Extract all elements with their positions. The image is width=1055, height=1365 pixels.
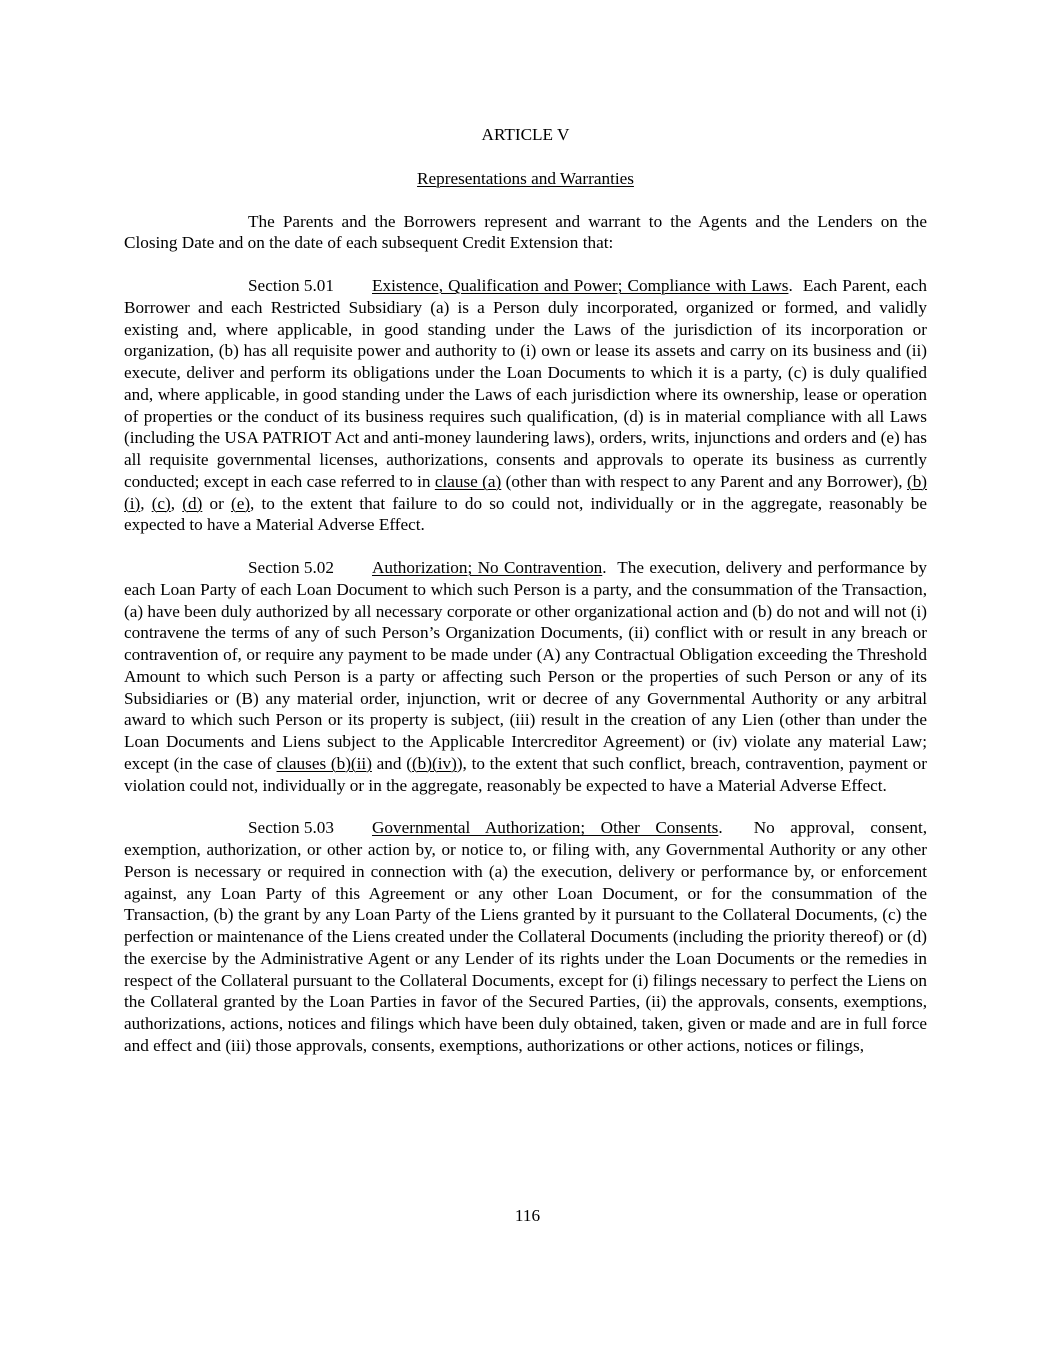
article-title-text: Representations and Warranties [417, 168, 634, 188]
section-number: Section 5.01 [248, 276, 334, 295]
section-body: Each Parent, each Borrower and each Restricted Subsidiary (a) is a Person duly incorporated, organized or formed, and validly existing and, where applicable, in good standing under the Laws of the jurisdiction of its incorporation or organization, (b) has all requisite power and authority to (i) own or lease its assets and carry on its business and (ii) execute, deliver and perform its obligations under the Loan Documents to which it is a party, (c) is duly qualified and, where applicable, in good standing under the Laws of each jurisdiction where its ownership, lease or operation of properties or the conduct of its business requires such qualification, (d) is in material compliance with all Laws (including the USA PATRIOT Act and anti-money laundering laws), orders, writs, injunctions and orders and (e) has all requisite governmental licenses, authorizations, consents and approvals to operate its business as currently conducted; except in each case referred to in [124, 276, 927, 491]
section-body: , to the extent that failure to do so could not, individually or in the aggregate, reasonably be expected to have a Material Adverse Effect. [124, 493, 928, 535]
article-number: ARTICLE V [481, 125, 570, 144]
clause-reference: (d) [182, 493, 203, 513]
intro-text: The Parents and the Borrowers represent and warrant to the Agents and the Lenders on the Closing Date and on the date of each subsequent Credit Extension that: [124, 211, 927, 253]
section-heading: Authorization; No Contravention [372, 558, 603, 577]
section-5-02-paragraph: Section 5.02 Authorization; No Contravention. The execution, delivery and performance by each Loan Party of each Loan Document to which such Person is a party, and the consummation of the Transaction, (a) have been duly authorized by all necessary corporate or other organizational action and (b) do not and will not (i) contravene the terms of any of such Person’s Organization Documents, (ii) conflict with or result in any breach or contravention of, or require any payment to be made under (A) any Contractual Obligation exceeding the Threshold Amount to which such Person is a party or affecting such Person or the properties of such Person or any of its Subsidiaries or (B) any material order, injunction, writ or decree of any Governmental Authority or any arbitral award to which such Person or its property is subject, (iii) result in the creation of any Lien (other than under the Loan Documents and Liens subject to the Applicable Intercreditor Agreement) or (iv) violate any material Law; except (in the case of clauses (b)(ii) and ((b)(iv)), to the extent that such conflict, breach, contravention, payment or violation could not, individually or in the aggregate, reasonably be expected to have a Material Adverse Effect. [124, 558, 928, 795]
section-number: Section 5.03 [248, 818, 334, 838]
section-body: (other than with respect to any Parent and any Borrower), [505, 471, 903, 491]
section-heading: Existence, Qualification and Power; Compliance with Laws [372, 276, 789, 295]
section-body: ), to the extent that such conflict, breach, contravention, payment or violation could not, individually or in the aggregate, reasonably be expected to have a Material Adverse Effect. [124, 753, 927, 795]
document-page [124, 124, 927, 1078]
clause-reference: (b)(i) [124, 471, 928, 513]
clause-reference: (b)(iv) [411, 753, 457, 773]
section-heading: Governmental Authorization; Other Consents [372, 818, 719, 838]
page-number: 116 [514, 1206, 541, 1225]
section-body: and [376, 753, 402, 773]
section-body: The execution, delivery and performance by each Loan Party of each Loan Document to which such Person is a party, and the consummation of the Transaction, (a) have been duly authorized by all necessary corporate or other organizational action and (b) do not and will not (i) contravene the terms of any of such Person’s Organization Documents, (ii) conflict with or result in any breach or contravention of, or require any payment to be made under (A) any Contractual Obligation exceeding the Threshold Amount to which such Person is a party or affecting such Person or the properties of such Person or any of its Subsidiaries or (B) any material order, injunction, writ or decree of any Governmental Authority or any arbitral award to which such Person or its property is subject, (iii) result in the creation of any Lien (other than under the Loan Documents and Liens subject to the Applicable Intercreditor Agreement) or (iv) violate any material Law; except (in the case of [124, 558, 928, 773]
section-5-03-paragraph: Section 5.03 Governmental Authorization; Other Consents. No approval, consent, exemption, authorization, or other action by, or notice to, or filing with, any Governmental Authority or any other Person is necessary or required in connection with (a) the execution, delivery or performance by, or enforcement against, any Loan Party of this Agreement or any other Loan Document, or for the consummation of the Transaction, (b) the grant by any Loan Party of the Liens granted by it pursuant to the Collateral Documents, (c) the perfection or maintenance of the Liens created under the Collateral Documents (including the priority thereof) or (d) the exercise by the Administrative Agent or any Lender of its rights under the Loan Documents or the remedies in respect of the Collateral pursuant to the Collateral Documents, except for (i) filings necessary to perfect the Liens on the Collateral granted by the Loan Parties in favor of the Secured Parties, (ii) the approvals, consents, exemptions, authorizations, actions, notices and filings which have been duly obtained, taken, given or made and are in full force and effect and (iii) those approvals, consents, exemptions, authorizations or other actions, notices or filings, [124, 818, 928, 1055]
clause-reference: (e) [230, 493, 251, 513]
clause-reference: clauses (b)(ii) [276, 753, 372, 773]
section-body: or [209, 493, 224, 513]
section-number: Section 5.02 [248, 558, 334, 577]
section-body: No approval, consent, exemption, authorization, or other action by, or notice to, or filing with, any Governmental Authority or any other Person is necessary or required in connection with (a) the execution, delivery or performance by, or enforcement against, any Loan Party of this Agreement or any other Loan Document, or for the consummation of the Transaction, (b) the grant by any Loan Party of the Liens granted by it pursuant to the Collateral Documents, (c) the perfection or maintenance of the Liens created under the Collateral Documents (including the priority thereof) or (d) the exercise by the Administrative Agent or any Lender of its rights under the Loan Documents or the remedies in respect of the Collateral pursuant to the Collateral Documents, except for (i) filings necessary to perfect the Liens on the Collateral granted by the Loan Parties in favor of the Secured Parties, (ii) the approvals, consents, exemptions, authorizations, actions, notices and filings which have been duly obtained, taken, given or made and are in full force and effect and (iii) those approvals, consents, exemptions, authorizations or other actions, notices or filings, [124, 818, 928, 1055]
section-5-01-paragraph: Section 5.01 Existence, Qualification and Power; Compliance with Laws. Each Parent, each Borrower and each Restricted Subsidiary (a) is a Person duly incorporated, organized or formed, and validly existing and, where applicable, in good standing under the Laws of the jurisdiction of its incorporation or organization, (b) has all requisite power and authority to (i) own or lease its assets and carry on its business and (ii) execute, deliver and perform its obligations under the Loan Documents to which it is a party, (c) is duly qualified and, where applicable, in good standing under the Laws of each jurisdiction where its ownership, lease or operation of properties or the conduct of its business requires such qualification, (d) is in material compliance with all Laws (including the USA PATRIOT Act and anti-money laundering laws), orders, writs, injunctions and orders and (e) has all requisite governmental licenses, authorizations, consents and approvals to operate its business as currently conducted; except in each case referred to in clause (a) (other than with respect to any Parent and any Borrower), (b)(i), (c), (d) or (e), to the extent that failure to do so could not, individually or in the aggregate, reasonably be expected to have a Material Adverse Effect. [124, 276, 928, 535]
intro-paragraph [124, 211, 927, 255]
clause-reference: clause (a) [434, 471, 502, 491]
clause-reference: (c) [151, 493, 171, 513]
article-title [124, 168, 927, 190]
